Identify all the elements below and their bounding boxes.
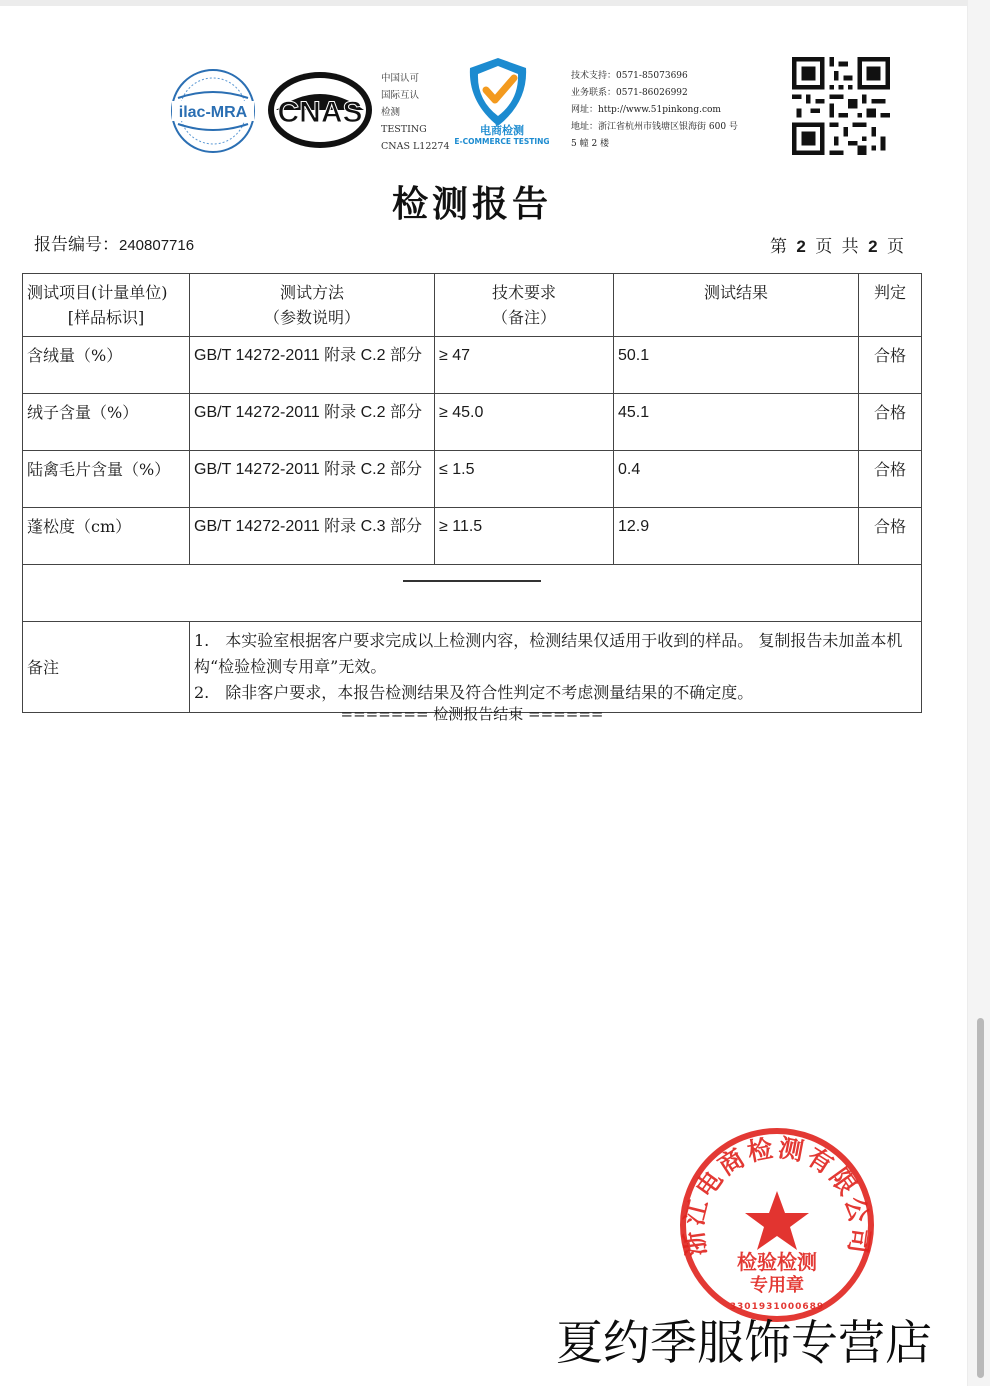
table-row [23,337,922,394]
header-requirement: 技术要求 （备注） [435,274,614,337]
tech-support-line: 技术支持：0571-85073696 [571,71,688,81]
results-table [22,273,922,713]
cell-verdict: 合格 [859,451,922,508]
shield-chinese-label: 电商检测 [480,124,524,137]
cell-result: 0.4 [614,451,859,508]
header-test-method: 测试方法 （参数说明） [190,274,435,337]
table-divider-row [23,565,922,622]
cell-method: GB/T 14272-2011 附录 C.2 部分 [190,394,435,451]
header-verdict: 判定 [859,274,922,337]
cell-result: 50.1 [614,337,859,394]
svg-text:检验检测: 检验检测 [737,1250,817,1274]
remarks-cell [190,622,922,713]
ilac-mra-logo [170,68,256,154]
cell-method: GB/T 14272-2011 附录 C.2 部分 [190,451,435,508]
business-line: 业务联系：0571-86026992 [571,88,688,98]
report-title: 检测报告 [391,183,552,225]
cell-requirement: ≥ 47 [435,337,614,394]
cell-verdict: 合格 [859,508,922,565]
cell-item: 陆禽毛片含量（%） [23,451,190,508]
header-result: 测试结果 [614,274,859,337]
website-line[interactable]: 网址：http://www.51pinkong.com [571,105,721,115]
cell-item: 含绒量（%） [23,337,190,394]
top-bar [0,0,990,6]
table-row [23,451,922,508]
qr-code[interactable] [792,57,890,155]
cell-requirement: ≥ 11.5 [435,508,614,565]
report-number: 报告编号：240807716 [34,235,195,255]
cell-method: GB/T 14272-2011 附录 C.3 部分 [190,508,435,565]
shop-watermark: 夏约季服饰专营店 [556,1316,932,1371]
cell-result: 12.9 [614,508,859,565]
divider-cell [23,565,922,622]
page-indicator: 第 2 页 共 2 页 [770,237,904,257]
shield-english-label: E-COMMERCE TESTING [454,137,550,146]
svg-text:CNAS: CNAS [277,96,363,129]
cell-result: 45.1 [614,394,859,451]
report-end-marker: ======= 检测报告结束 ====== [340,705,604,723]
cell-requirement: ≥ 45.0 [435,394,614,451]
scrollbar-thumb[interactable] [977,1018,984,1378]
divider-line [403,580,541,582]
table-header-row [23,274,922,337]
table-row [23,508,922,565]
remarks-label: 备注 [23,622,190,713]
address-line: 地址：浙江省杭州市钱塘区银海街 600 号 [571,122,738,132]
table-row [23,394,922,451]
svg-text:3301931000689: 3301931000689 [729,1302,825,1312]
address-line-2: 5 幢 2 楼 [571,139,610,149]
cnas-logo [266,70,374,150]
cell-item: 蓬松度（cm） [23,508,190,565]
svg-text:ilac-MRA: ilac-MRA [178,104,248,121]
remarks-row [23,622,922,713]
svg-text:专用章: 专用章 [750,1275,804,1296]
cell-item: 绒子含量（%） [23,394,190,451]
header-test-item: 测试项目(计量单位) [样品标识] [23,274,190,337]
remark-1: 1. 本实验室根据客户要求完成以上检测内容，检测结果仅适用于收到的样品。 复制报告未加盖本机构“检验检测专用章”无效。 [194,631,903,676]
star-icon [745,1191,809,1250]
official-seal-stamp [675,1123,879,1327]
cell-verdict: 合格 [859,394,922,451]
svg-text:浙江电商检测有限公司: 浙江电商检测有限公司 [678,1133,876,1258]
cnas-accreditation-text: 中国认可 国际互认 检测 TESTING CNAS L12274 [381,73,450,152]
cell-verdict: 合格 [859,337,922,394]
scrollbar-track[interactable] [967,0,990,1386]
cell-method: GB/T 14272-2011 附录 C.2 部分 [190,337,435,394]
cell-requirement: ≤ 1.5 [435,451,614,508]
contact-info [571,68,738,153]
remark-2: 2. 除非客户要求，本报告检测结果及符合性判定不考虑测量结果的不确定度。 [194,683,754,702]
